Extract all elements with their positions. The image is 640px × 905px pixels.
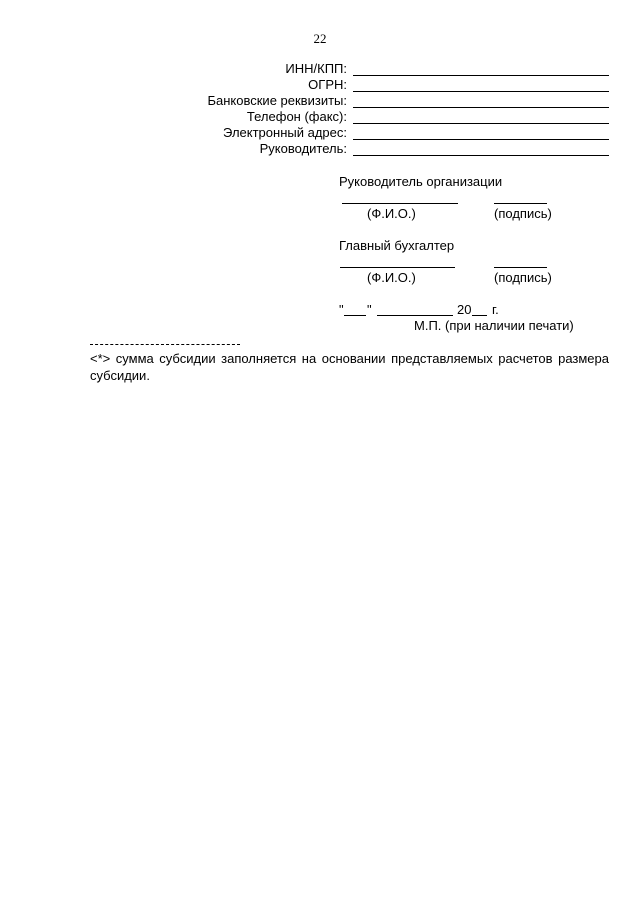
head-sign-caption: (подпись) bbox=[494, 206, 552, 221]
ogrn-label: ОГРН: bbox=[308, 77, 347, 92]
accountant-sign-caption: (подпись) bbox=[494, 270, 552, 285]
date-month-field[interactable] bbox=[377, 315, 453, 316]
date-year-suffix: г. bbox=[492, 302, 499, 317]
accountant-name-caption: (Ф.И.О.) bbox=[367, 270, 416, 285]
head-sign-line[interactable] bbox=[494, 203, 547, 204]
footnote: <*> сумма субсидии заполняется на основании представляемых расчетов размера субсидии. bbox=[90, 351, 609, 383]
email-field[interactable] bbox=[353, 139, 609, 140]
bank-details-label: Банковские реквизиты: bbox=[207, 93, 347, 108]
email-label: Электронный адрес: bbox=[223, 125, 347, 140]
footnote-divider bbox=[90, 344, 240, 345]
director-label: Руководитель: bbox=[259, 141, 347, 156]
date-day-field[interactable] bbox=[344, 315, 366, 316]
director-field[interactable] bbox=[353, 155, 609, 156]
page-number: 22 bbox=[313, 31, 327, 46]
date-year-prefix: 20 bbox=[457, 302, 472, 317]
accountant-sign-line[interactable] bbox=[494, 267, 547, 268]
head-name-caption: (Ф.И.О.) bbox=[367, 206, 416, 221]
inn-kpp-label: ИНН/КПП: bbox=[285, 61, 347, 76]
head-title: Руководитель организации bbox=[339, 174, 503, 189]
date-quote-close: " bbox=[367, 302, 372, 317]
date-quote-open: " bbox=[339, 302, 344, 317]
head-name-line[interactable] bbox=[342, 203, 458, 204]
phone-fax-label: Телефон (факс): bbox=[246, 109, 347, 124]
accountant-title: Главный бухгалтер bbox=[339, 238, 455, 253]
ogrn-field[interactable] bbox=[353, 91, 609, 92]
accountant-name-line[interactable] bbox=[340, 267, 455, 268]
phone-fax-field[interactable] bbox=[353, 123, 609, 124]
date-year-field[interactable] bbox=[472, 315, 487, 316]
stamp-note: М.П. (при наличии печати) bbox=[414, 318, 574, 333]
inn-kpp-field[interactable] bbox=[353, 75, 609, 76]
bank-details-field[interactable] bbox=[353, 107, 609, 108]
